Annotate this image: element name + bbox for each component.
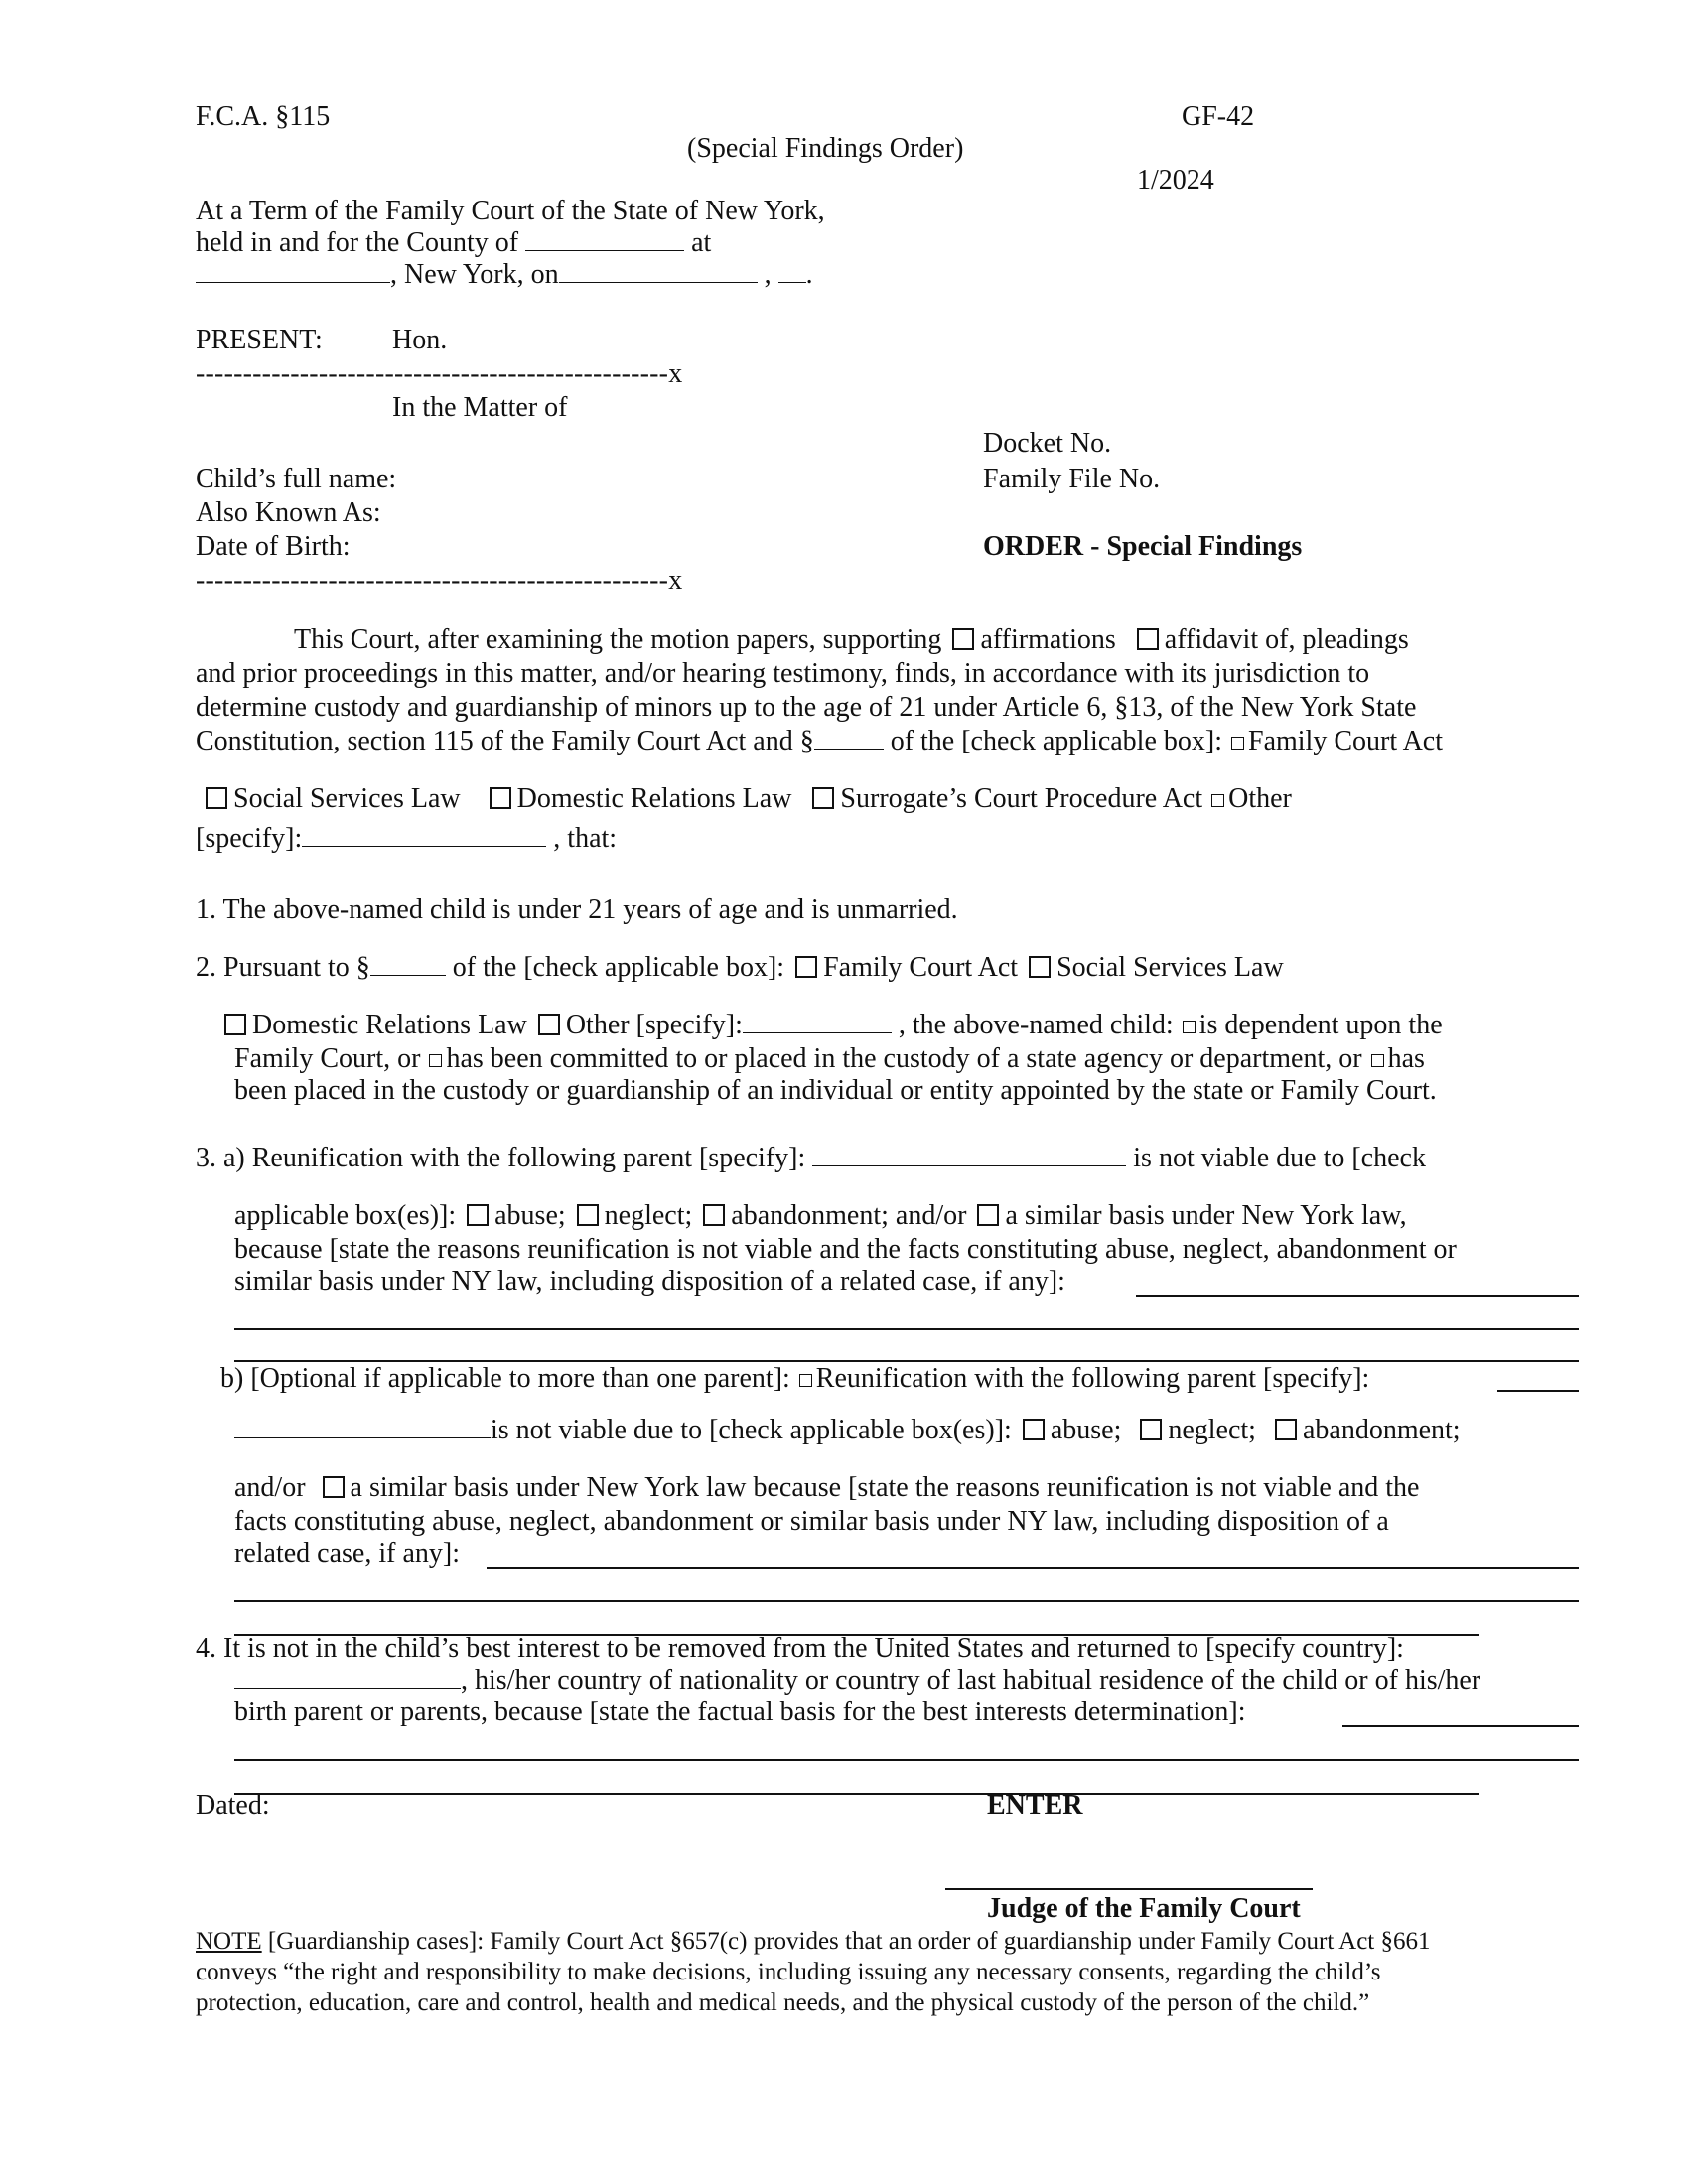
f2-domestic-relations-law-checkbox[interactable] <box>224 1014 246 1035</box>
statute-section-field[interactable] <box>814 725 884 750</box>
finding-4-line-2: , his/her country of nationality or country of last habitual residence of the child or of his/her <box>234 1664 1480 1698</box>
intro-line-3: determine custody and guardianship of minors up to the age of 21 under Article 6, §13, of the New York State <box>196 692 1417 723</box>
affidavit-checkbox[interactable] <box>1137 628 1159 650</box>
f2-other-specify-field[interactable] <box>743 1009 892 1033</box>
form-subtitle: (Special Findings Order) <box>687 133 964 164</box>
intro-line-6: [specify]: , that: <box>196 823 618 854</box>
f2-family-court-act-checkbox[interactable] <box>795 956 817 978</box>
city-field[interactable] <box>196 258 390 283</box>
county-field[interactable] <box>525 226 684 251</box>
domestic-relations-law-checkbox[interactable] <box>490 787 511 809</box>
statute-reference: F.C.A. §115 <box>196 101 331 132</box>
year-field[interactable] <box>778 258 806 283</box>
f2-other-checkbox[interactable] <box>538 1014 560 1035</box>
finding-3b-line-2: is not viable due to [check applicable box(es)]: abuse; neglect; abandonment; <box>234 1414 1461 1447</box>
finding-3b-line-5: related case, if any]: <box>234 1538 460 1569</box>
child-name-label: Child’s full name: <box>196 464 397 494</box>
finding-3a-line-3: because [state the reasons reunification is not viable and the facts constituting abuse, neglect, abandonment or <box>234 1234 1457 1265</box>
term-line-3: , New York, on , . <box>196 258 813 292</box>
finding-2-line-4: been placed in the custody or guardianship of an individual or entity appointed by the state or Family Court. <box>234 1075 1437 1106</box>
f4-country-field[interactable] <box>234 1664 461 1689</box>
intro-line-4: Constitution, section 115 of the Family Court Act and § of the [check applicable box]: Family Court Act <box>196 726 1443 756</box>
note-line-1: NOTE [Guardianship cases]: Family Court Act §657(c) provides that an order of guardianship under Family Court Act §661 <box>196 1928 1431 1955</box>
present-label: PRESENT: <box>196 325 323 355</box>
family-court-act-checkbox[interactable] <box>1231 737 1244 750</box>
f3b-reason-line-1[interactable] <box>487 1567 1579 1569</box>
f3b-abuse-checkbox[interactable] <box>1023 1419 1045 1440</box>
other-law-specify-field[interactable] <box>302 822 546 847</box>
finding-2-line-3: Family Court, or has been committed to or placed in the custody of a state agency or department, or has <box>234 1043 1425 1074</box>
intro-line-2: and prior proceedings in this matter, and/or hearing testimony, finds, in accordance with its jurisdiction to <box>196 658 1370 689</box>
f3b-reunification-checkbox[interactable] <box>799 1374 812 1387</box>
aka-label: Also Known As: <box>196 497 381 528</box>
intro-line-5: Social Services Law Domestic Relations Law Surrogate’s Court Procedure Act Other <box>202 782 1292 816</box>
date-field[interactable] <box>559 258 758 283</box>
scpa-checkbox[interactable] <box>812 787 834 809</box>
term-line-1: At a Term of the Family Court of the State of New York, <box>196 196 825 226</box>
f3b-neglect-checkbox[interactable] <box>1140 1419 1162 1440</box>
other-law-checkbox[interactable] <box>1211 794 1224 807</box>
finding-2-line-1: 2. Pursuant to § of the [check applicable box]: Family Court Act Social Services Law <box>196 952 1284 983</box>
form-number: GF-42 <box>1182 101 1255 132</box>
family-file-label: Family File No. <box>983 464 1161 494</box>
judge-signature-line[interactable] <box>945 1888 1313 1890</box>
f4-reason-line-2[interactable] <box>234 1759 1579 1761</box>
judge-title: Judge of the Family Court <box>987 1893 1301 1924</box>
f3b-abandonment-checkbox[interactable] <box>1275 1419 1297 1440</box>
affirmations-checkbox[interactable] <box>952 628 974 650</box>
enter-label: ENTER <box>987 1790 1083 1821</box>
f4-reason-line-1[interactable] <box>1342 1725 1579 1727</box>
social-services-law-checkbox[interactable] <box>206 787 227 809</box>
f4-reason-line-3[interactable] <box>234 1793 1479 1795</box>
dated-label: Dated: <box>196 1790 270 1821</box>
finding-3a-line-4: similar basis under NY law, including disposition of a related case, if any]: <box>234 1266 1065 1297</box>
placed-guardianship-checkbox[interactable] <box>1371 1054 1384 1067</box>
revision-date: 1/2024 <box>1137 165 1214 196</box>
order-title: ORDER - Special Findings <box>983 531 1303 562</box>
finding-3a-line-2: applicable box(es)]: abuse; neglect; abandonment; and/or a similar basis under New York law, <box>234 1200 1407 1231</box>
finding-3b-line-4: facts constituting abuse, neglect, abandonment or similar basis under NY law, including disposition of a <box>234 1506 1389 1537</box>
dob-label: Date of Birth: <box>196 531 351 562</box>
f3a-parent-field[interactable] <box>812 1142 1126 1166</box>
finding-3a-line-1: 3. a) Reunification with the following parent [specify]: is not viable due to [check <box>196 1143 1426 1173</box>
committed-checkbox[interactable] <box>429 1054 442 1067</box>
judge-honorific: Hon. <box>392 325 448 355</box>
caption-rule-top: --------------------------------------------------x <box>196 358 683 389</box>
f3b-reason-line-2[interactable] <box>234 1600 1579 1602</box>
finding-1: 1. The above-named child is under 21 years of age and is unmarried. <box>196 894 958 925</box>
docket-label: Docket No. <box>983 428 1112 459</box>
f3a-abandonment-checkbox[interactable] <box>703 1204 725 1226</box>
finding-2-section-field[interactable] <box>370 951 446 976</box>
term-line-2: held in and for the County of at <box>196 227 712 258</box>
f3b-similar-basis-checkbox[interactable] <box>323 1476 345 1498</box>
f3a-abuse-checkbox[interactable] <box>467 1204 489 1226</box>
f3b-parent-field-start[interactable] <box>1497 1390 1579 1392</box>
finding-4-line-3: birth parent or parents, because [state the factual basis for the best interests determination]: <box>234 1697 1246 1727</box>
f2-social-services-law-checkbox[interactable] <box>1029 956 1051 978</box>
f3a-similar-basis-checkbox[interactable] <box>977 1204 999 1226</box>
f3a-reason-line-2[interactable] <box>234 1328 1579 1330</box>
caption-rule-bottom: --------------------------------------------------x <box>196 565 683 596</box>
finding-4-line-1: 4. It is not in the child’s best interest to be removed from the United States and returned to [specify country]: <box>196 1633 1404 1664</box>
f3a-neglect-checkbox[interactable] <box>577 1204 599 1226</box>
in-the-matter-of: In the Matter of <box>392 392 568 423</box>
f3b-parent-field[interactable] <box>234 1414 491 1438</box>
intro-line-1: This Court, after examining the motion papers, supporting affirmations affidavit of, pleadings <box>294 624 1409 655</box>
note-line-3: protection, education, care and control, health and medical needs, and the physical custody of the person of the child.” <box>196 1989 1370 2016</box>
dependent-checkbox[interactable] <box>1183 1021 1196 1033</box>
f3a-reason-line-1[interactable] <box>1136 1295 1579 1297</box>
finding-3b-line-1: b) [Optional if applicable to more than one parent]: Reunification with the following parent [specify]: <box>220 1363 1370 1394</box>
note-line-2: conveys “the right and responsibility to make decisions, including issuing any necessary consents, regarding the child’s <box>196 1959 1381 1985</box>
finding-3b-line-3: and/or a similar basis under New York law because [state the reasons reunification is not viable and the <box>234 1472 1420 1503</box>
finding-2-line-2: Domestic Relations Law Other [specify]: , the above-named child: is dependent upon the <box>220 1009 1443 1042</box>
